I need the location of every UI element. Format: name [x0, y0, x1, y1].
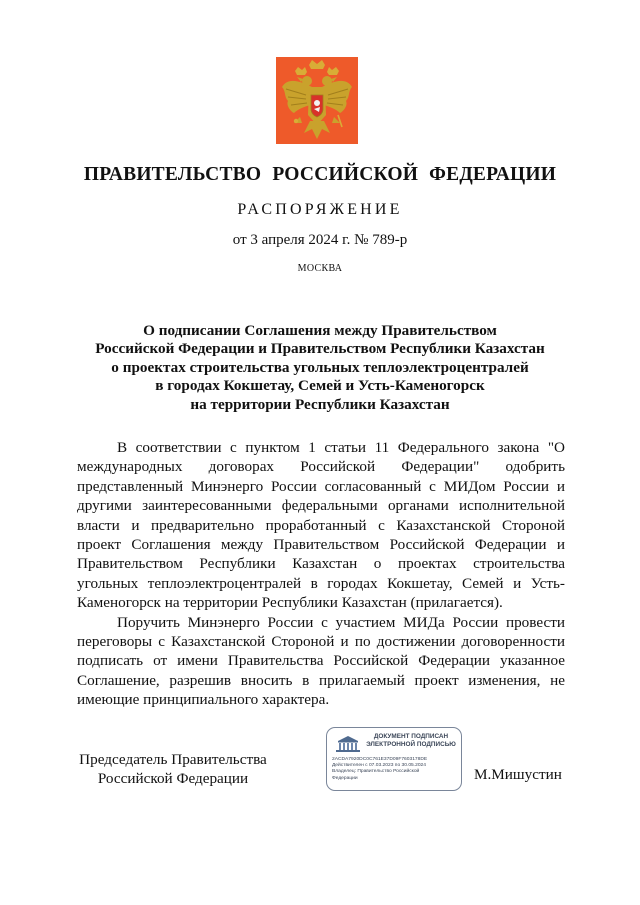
document-city: МОСКВА: [297, 263, 343, 274]
stamp-certificate: 2ACDA7920DC0C761E37D09F7603178DE: [332, 757, 428, 762]
document-type: РАСПОРЯЖЕНИЕ: [237, 201, 403, 218]
stamp-owner: Федерации: [332, 775, 358, 781]
subject-line: Российской Федерации и Правительством Республики Казахстан: [95, 340, 545, 358]
signatory-position: [78, 750, 268, 788]
document-date-number: от 3 апреля 2024 г. № 789-р: [232, 232, 408, 248]
body-paragraph: Поручить Минэнерго России с участием МИДа России провести переговоры с Казахстанской Стороной и по достижении договоренности подписать от имени Правительства Российской Федерации указанное Соглашение, разрешив вносить в прилагаемый проект изменения, не имеющие принципиального характера.: [77, 613, 565, 709]
building-icon: [335, 734, 361, 754]
subject-line: о проектах строительства угольных теплоэлектроцентралей: [111, 358, 529, 376]
stamp-heading: [363, 733, 459, 748]
body-paragraph: В соответствии с пунктом 1 статьи 11 Федерального закона "О международных договорах Российской Федерации" одобрить представленный Минэнерго России согласованный с МИДом России и другими заинтересованными федеральными органами исполнительной власти и предварительно проработанный с Казахстанской Стороной проект Соглашения между Правительством Российской Федерации и Правительством Республики Казахстан о проектах строительства угольных теплоэлектроцентралей в городах Кокшетау, Семей и Усть-Каменогорск на территории Республики Казахстан (прилагается).: [77, 439, 565, 612]
document-subject: [60, 322, 580, 414]
subject-line: О подписании Соглашения между Правительством: [143, 322, 497, 339]
stamp-owner: Владелец: Правительство Российской: [332, 769, 420, 775]
document-body: [77, 438, 565, 710]
signatory-position-line: Председатель Правительства: [79, 751, 267, 768]
signatory-position-line: Российской Федерации: [97, 770, 249, 787]
stamp-validity: Действителен с 07.03.2023 по 30.05.2024: [332, 763, 426, 769]
stamp-heading-line: ЭЛЕКТРОННОЙ ПОДПИСЬЮ: [366, 740, 456, 748]
electronic-signature-stamp: [326, 727, 462, 791]
stamp-heading-line: ДОКУМЕНТ ПОДПИСАН: [373, 733, 449, 740]
signatory-name: М.Мишустин: [474, 766, 562, 783]
government-title: ПРАВИТЕЛЬСТВО РОССИЙСКОЙ ФЕДЕРАЦИИ: [83, 164, 557, 185]
subject-line: в городах Кокшетау, Семей и Усть-Каменогорск: [155, 377, 485, 395]
stamp-details: [332, 757, 460, 782]
subject-line: на территории Республики Казахстан: [190, 395, 450, 413]
coat-of-arms-icon: [276, 57, 358, 144]
